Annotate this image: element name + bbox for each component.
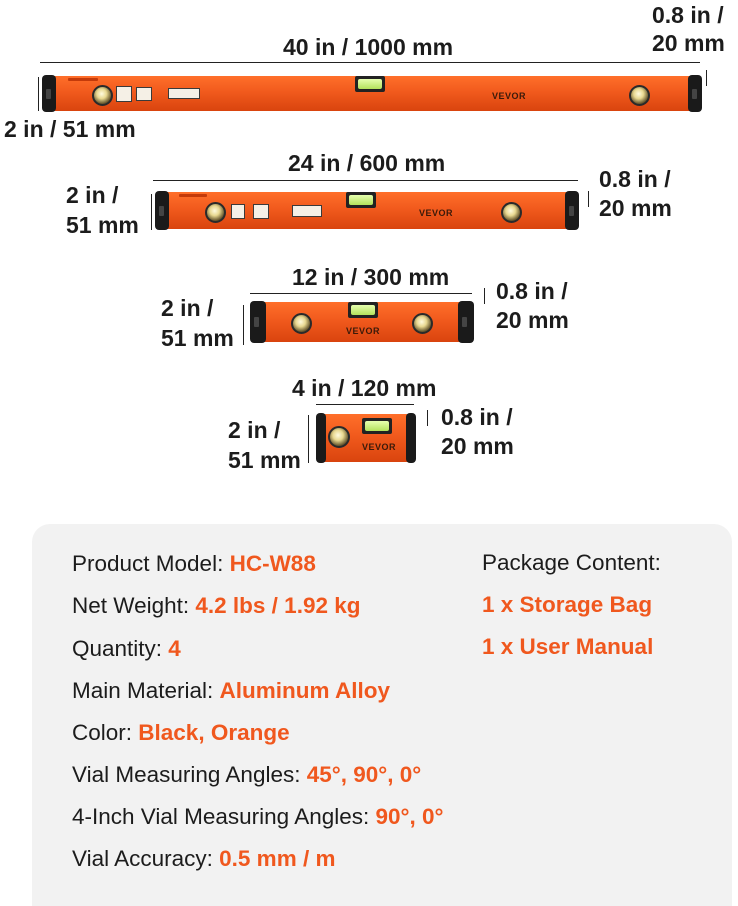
spec-value: 90°, 0° (375, 804, 444, 829)
package-title: Package Content: (482, 550, 661, 575)
level-4-height-line (308, 415, 309, 463)
spec-value: Aluminum Alloy (219, 678, 390, 703)
brand-logo: VEVOR (419, 208, 454, 218)
level-40-length-label: 40 in / 1000 mm (283, 34, 454, 60)
level-40-inch (44, 76, 700, 111)
spec-label: Product Model: (72, 551, 230, 576)
level-40-height-label: 2 in / 51 mm (4, 116, 136, 142)
spec-quantity (72, 634, 181, 664)
level-24-thickness-line (588, 191, 589, 207)
spec-label: 4-Inch Vial Measuring Angles: (72, 804, 376, 829)
spec-value: 4.2 lbs / 1.92 kg (195, 593, 361, 618)
round-vial-icon (92, 85, 113, 106)
brand-logo: VEVOR (492, 91, 527, 101)
level-4-height-label-2: 51 mm (228, 447, 301, 473)
spec-4in-vial-angles (72, 802, 444, 832)
level-4-thickness-line (427, 410, 428, 426)
level-24-height-line (151, 194, 152, 230)
spec-label: Color: (72, 720, 139, 745)
spec-value: 45°, 90°, 0° (306, 762, 422, 787)
spec-label: Net Weight: (72, 593, 196, 618)
level-12-thickness-label-2: 20 mm (496, 307, 569, 333)
end-cap-right (458, 301, 474, 343)
top-vial-icon (346, 192, 376, 208)
level-12-height-label-1: 2 in / (161, 295, 214, 321)
round-vial-icon (501, 202, 522, 223)
label-sticker (231, 204, 245, 219)
level-24-length-line (153, 180, 578, 181)
label-sticker (292, 205, 322, 217)
spec-value: HC-W88 (229, 551, 316, 576)
round-vial-icon (412, 313, 433, 334)
handle-icon (68, 78, 98, 81)
package-item: 1 x Storage Bag (482, 592, 653, 617)
label-sticker (253, 204, 269, 219)
spec-label: Quantity: (72, 636, 169, 661)
spec-value: Black, Orange (138, 720, 290, 745)
level-12-height-label-2: 51 mm (161, 325, 234, 351)
spec-vial-accuracy (72, 844, 335, 874)
brand-logo: VEVOR (362, 442, 397, 452)
level-12-length-line (250, 293, 472, 294)
spec-label: Main Material: (72, 678, 220, 703)
level-24-height-label-1: 2 in / (66, 182, 119, 208)
top-vial-icon (362, 418, 392, 434)
spec-net-weight (72, 591, 360, 621)
level-24-length-label: 24 in / 600 mm (288, 150, 446, 176)
level-4-length-line (316, 404, 414, 405)
round-vial-icon (629, 85, 650, 106)
spec-color (72, 718, 290, 748)
level-12-thickness-label-1: 0.8 in / (496, 278, 568, 304)
label-sticker (116, 86, 132, 102)
end-cap-left (250, 301, 266, 343)
level-4-thickness-label-2: 20 mm (441, 433, 514, 459)
level-40-length-line (40, 62, 700, 63)
package-item: 1 x User Manual (482, 634, 654, 659)
level-24-thickness-label-1: 0.8 in / (599, 166, 671, 192)
end-cap-left (42, 75, 56, 112)
level-40-thickness-line (706, 70, 707, 86)
spec-label: Vial Measuring Angles: (72, 762, 307, 787)
spec-label: Vial Accuracy: (72, 846, 220, 871)
round-vial-icon (291, 313, 312, 334)
label-sticker (136, 87, 152, 101)
end-cap-right (565, 191, 579, 230)
top-vial-icon (355, 76, 385, 92)
spec-value: 4 (168, 636, 181, 661)
level-24-height-label-2: 51 mm (66, 212, 139, 238)
end-cap-right (688, 75, 702, 112)
spec-vial-angles (72, 760, 421, 790)
handle-icon (179, 194, 207, 197)
round-vial-icon (328, 426, 350, 448)
spec-value: 0.5 mm / m (219, 846, 336, 871)
end-cap-left (316, 413, 326, 463)
level-24-thickness-label-2: 20 mm (599, 195, 672, 221)
level-24-inch (157, 192, 577, 229)
spec-main-material (72, 676, 390, 706)
level-4-thickness-label-1: 0.8 in / (441, 404, 513, 430)
end-cap-left (155, 191, 169, 230)
level-40-thickness-label-1: 0.8 in / (652, 2, 724, 28)
level-12-length-label: 12 in / 300 mm (292, 264, 450, 290)
level-40-thickness-label-2: 20 mm (652, 30, 725, 56)
end-cap-right (406, 413, 416, 463)
round-vial-icon (205, 202, 226, 223)
spec-product-model (72, 549, 316, 579)
top-vial-icon (348, 302, 378, 318)
label-sticker (168, 88, 200, 99)
level-4-height-label-1: 2 in / (228, 417, 281, 443)
level-4-length-label: 4 in / 120 mm (292, 375, 437, 401)
brand-logo: VEVOR (346, 326, 381, 336)
level-4-inch (318, 414, 414, 462)
level-40-height-line (38, 77, 39, 111)
level-12-thickness-line (484, 288, 485, 304)
level-12-height-line (243, 305, 244, 345)
level-12-inch (252, 302, 472, 342)
